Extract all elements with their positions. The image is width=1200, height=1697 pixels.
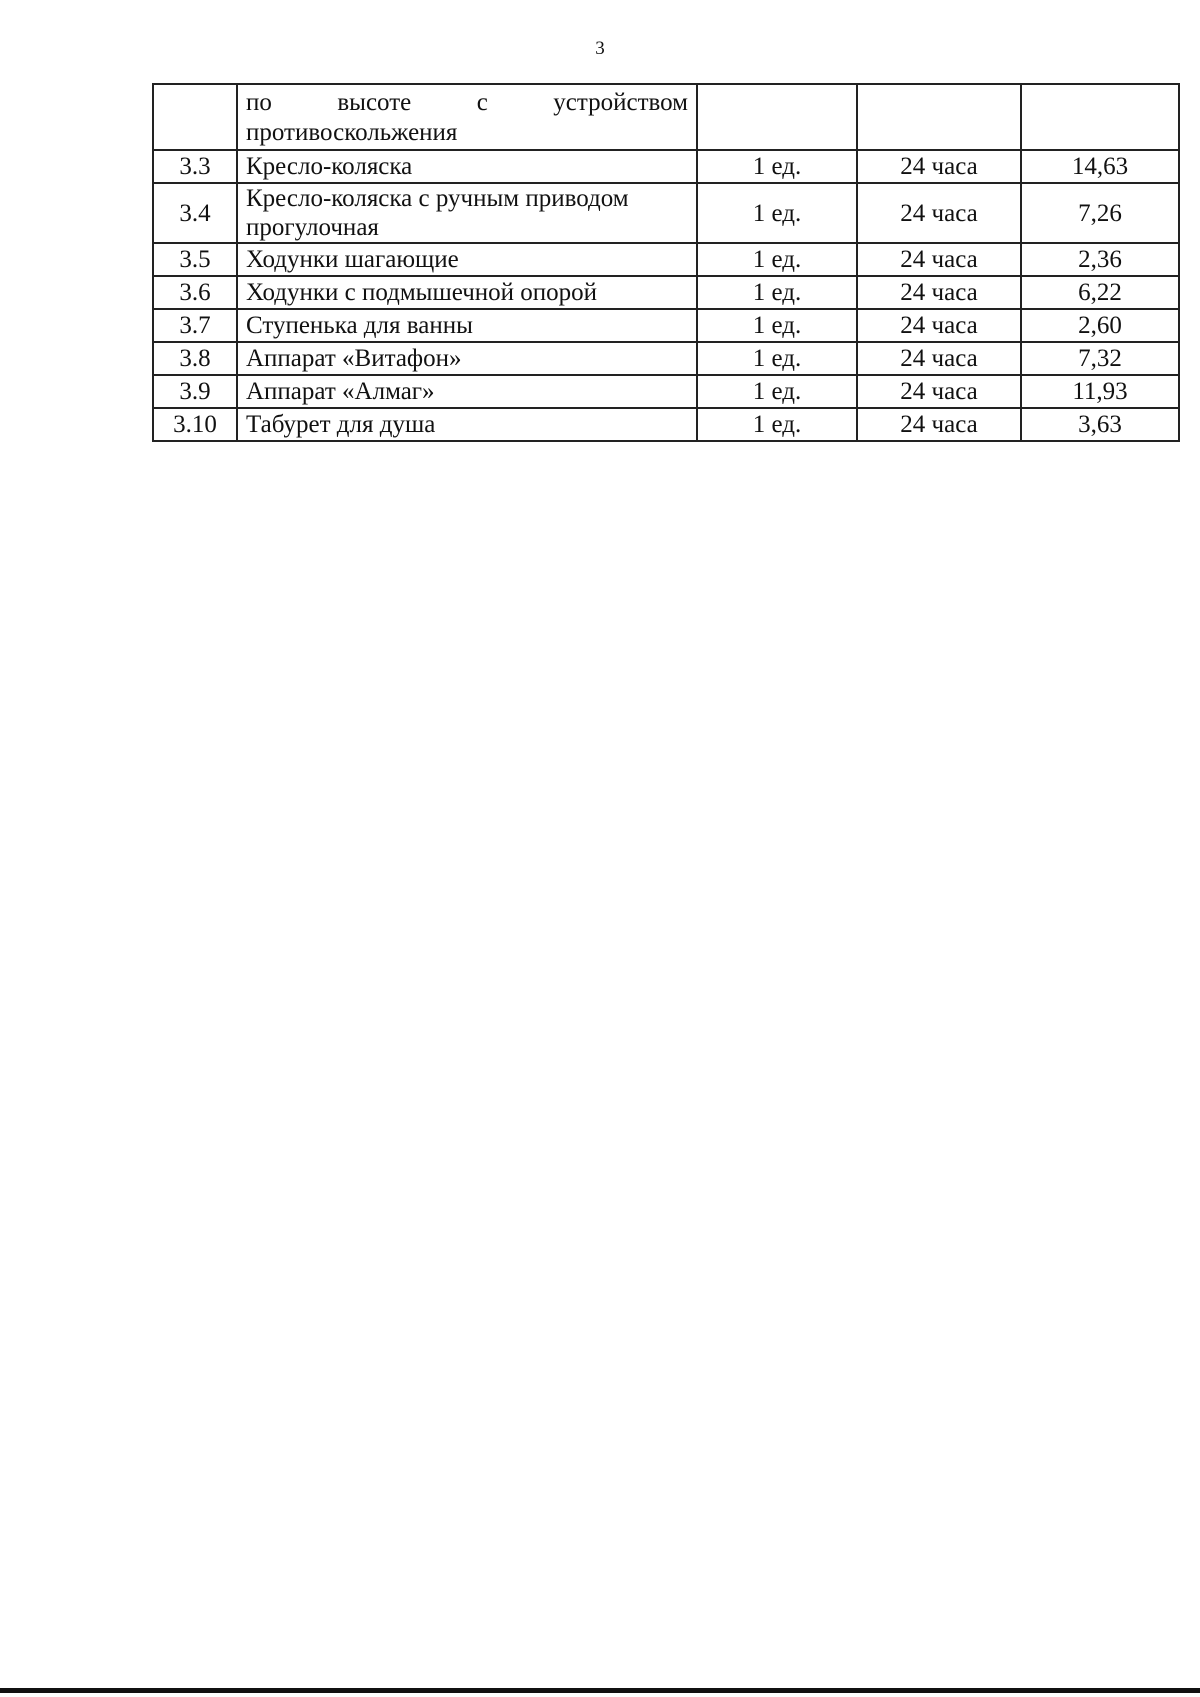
- cell-name: Аппарат «Алмаг»: [237, 375, 697, 408]
- cell-name: [237, 84, 697, 150]
- cell-name-line-2: противоскольжения: [246, 119, 458, 146]
- cell-price: 3,63: [1021, 408, 1179, 441]
- table-row: [153, 375, 1179, 408]
- cell-period: 24 часа: [857, 276, 1021, 309]
- cell-period: 24 часа: [857, 342, 1021, 375]
- cell-name: Кресло-коляска: [237, 150, 697, 183]
- cell-unit: 1 ед.: [697, 276, 857, 309]
- cell-unit: [697, 84, 857, 150]
- cell-name: Ходунки шагающие: [237, 243, 697, 276]
- cell-name-line-1: по высоте с устройством: [246, 89, 688, 116]
- table-row: [153, 408, 1179, 441]
- cell-unit: 1 ед.: [697, 342, 857, 375]
- cell-price: 2,36: [1021, 243, 1179, 276]
- cell-number: 3.7: [153, 309, 237, 342]
- cell-name: Табурет для душа: [237, 408, 697, 441]
- cell-name: Ступенька для ванны: [237, 309, 697, 342]
- cell-period: 24 часа: [857, 408, 1021, 441]
- table-row-continuation: [153, 84, 1179, 150]
- cell-price: 11,93: [1021, 375, 1179, 408]
- table-row: [153, 183, 1179, 243]
- cell-unit: 1 ед.: [697, 375, 857, 408]
- cell-unit: 1 ед.: [697, 183, 857, 243]
- cell-unit: 1 ед.: [697, 150, 857, 183]
- cell-unit: 1 ед.: [697, 309, 857, 342]
- cell-price: 6,22: [1021, 276, 1179, 309]
- cell-name: Аппарат «Витафон»: [237, 342, 697, 375]
- cell-number: 3.5: [153, 243, 237, 276]
- table-row: [153, 243, 1179, 276]
- cell-period: 24 часа: [857, 183, 1021, 243]
- cell-number: [153, 84, 237, 150]
- table-row: [153, 342, 1179, 375]
- cell-name: Ходунки с подмышечной опорой: [237, 276, 697, 309]
- cell-number: 3.6: [153, 276, 237, 309]
- table-row: [153, 150, 1179, 183]
- cell-price: [1021, 84, 1179, 150]
- cell-price: 2,60: [1021, 309, 1179, 342]
- cell-period: 24 часа: [857, 375, 1021, 408]
- cell-price: 7,26: [1021, 183, 1179, 243]
- cell-number: 3.9: [153, 375, 237, 408]
- cell-number: 3.8: [153, 342, 237, 375]
- cell-number: 3.4: [153, 183, 237, 243]
- tariff-table: [152, 83, 1180, 442]
- cell-unit: 1 ед.: [697, 408, 857, 441]
- cell-price: 14,63: [1021, 150, 1179, 183]
- cell-period: 24 часа: [857, 150, 1021, 183]
- cell-period: 24 часа: [857, 309, 1021, 342]
- table-row: [153, 276, 1179, 309]
- cell-name: Кресло-коляска с ручным приводом прогулочная: [237, 183, 697, 243]
- cell-number: 3.3: [153, 150, 237, 183]
- scan-bottom-edge: [0, 1688, 1200, 1693]
- table-row: [153, 309, 1179, 342]
- cell-period: [857, 84, 1021, 150]
- cell-number: 3.10: [153, 408, 237, 441]
- cell-price: 7,32: [1021, 342, 1179, 375]
- cell-unit: 1 ед.: [697, 243, 857, 276]
- page-number: 3: [595, 38, 605, 59]
- cell-period: 24 часа: [857, 243, 1021, 276]
